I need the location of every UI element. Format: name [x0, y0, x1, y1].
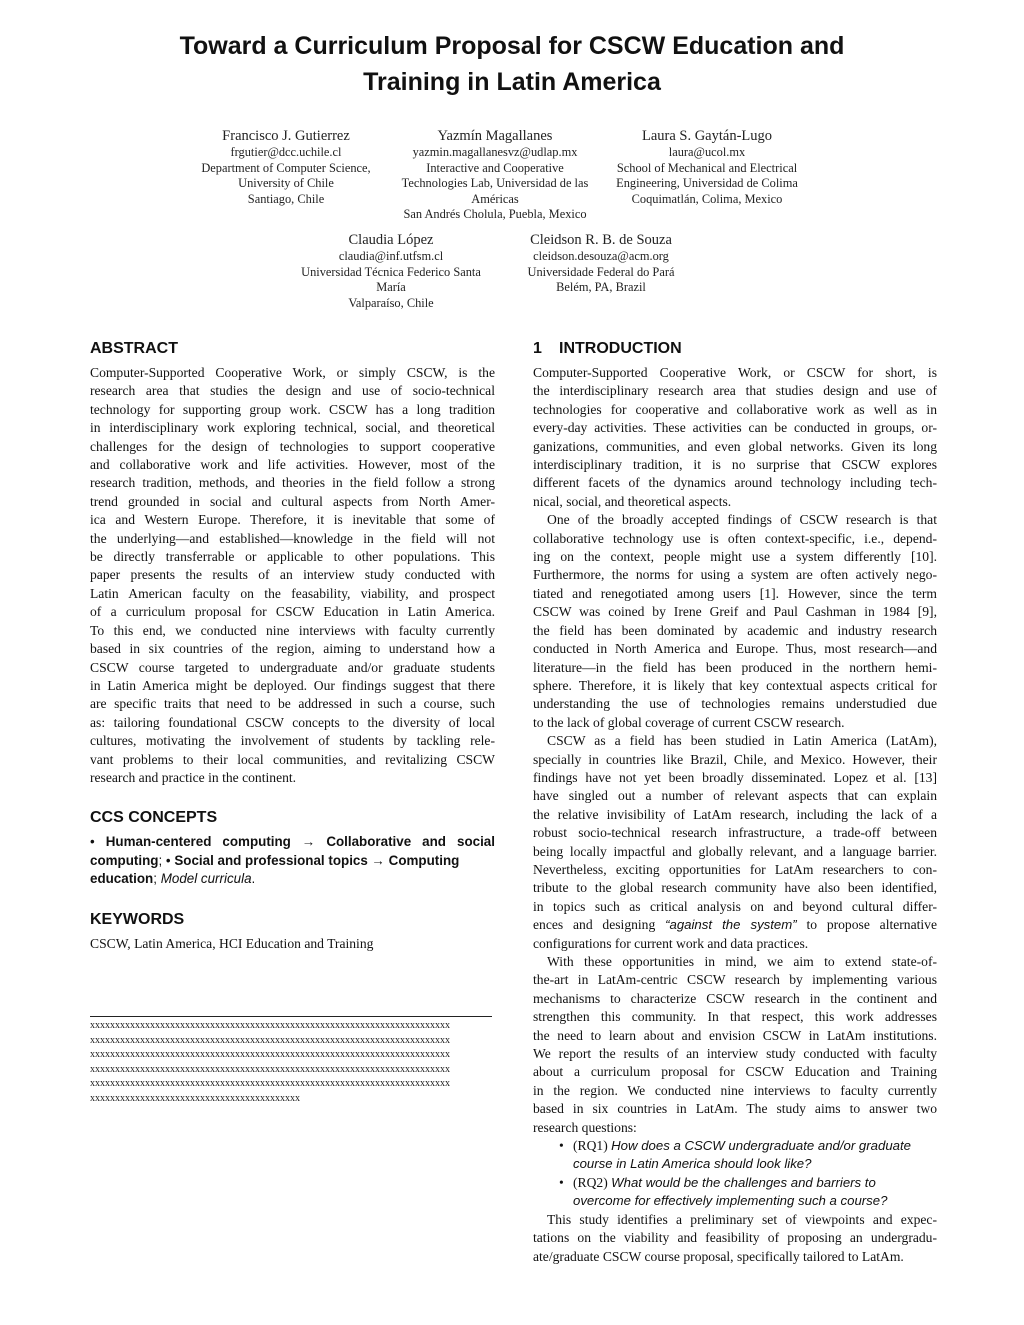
- paragraph-line: strengthen this community. In that respect, this work addresses: [533, 1009, 937, 1025]
- arrow-icon: →: [371, 852, 385, 868]
- ccs-term: Collaborative and social: [326, 834, 495, 849]
- paragraph-line: specially in countries like Brazil, Chile, and Mexico. However, their: [533, 751, 937, 767]
- paragraph-line: ganizations, communities, and even global networks. Given its long: [533, 438, 937, 454]
- intro-paragraph-1: [533, 364, 937, 511]
- author-name: Laura S. Gaytán-Lugo: [641, 128, 773, 144]
- intro-paragraph-2: [533, 511, 937, 732]
- footnote-rule: [90, 1016, 492, 1017]
- author-location: Santiago, Chile: [247, 191, 325, 206]
- rq-text: What would be the challenges and barriers to: [611, 1174, 876, 1190]
- author-affiliation: School of Mechanical and Electrical: [616, 160, 798, 175]
- abstract-line: the underlying—and established—knowledge in the field will not: [90, 530, 495, 546]
- author-affiliation: Universidad Técnica Federico Santa: [301, 264, 481, 279]
- author-location: Belém, PA, Brazil: [556, 280, 646, 294]
- title-line-1: Toward a Curriculum Proposal for CSCW Education and: [179, 32, 845, 60]
- paragraph-line: findings have not yet been broadly disseminated. Lopez et al. [13]: [533, 769, 937, 785]
- paper-title: [90, 28, 934, 100]
- paragraph-line: tiated and renegotiated among users [1]. However, since the term: [533, 585, 937, 601]
- paragraph-line: research questions:: [533, 1119, 637, 1135]
- bullet-icon: •: [90, 834, 95, 849]
- rq-text: How does a CSCW undergraduate and/or graduate: [611, 1138, 911, 1154]
- abstract-line: ica and Western Europe. Therefore, it is inevitable that some of: [90, 512, 495, 528]
- paragraph-line: the relative invisibility of LatAm research, including the lack of a: [533, 806, 937, 822]
- ccs-separator: ;: [158, 852, 163, 868]
- author-name: Yazmín Magallanes: [437, 128, 553, 144]
- abstract-section: [90, 338, 495, 787]
- ccs-separator: ;: [153, 871, 157, 887]
- paragraph-line: collaborative technology use is often context-specific, i.e., depend-: [533, 530, 937, 546]
- author-name: Francisco J. Gutierrez: [222, 128, 350, 144]
- author-block-4: [286, 231, 496, 311]
- placeholder-line: xxxxxxxxxxxxxxxxxxxxxxxxxxxxxxxxxxxxxxxxxxxxxxxxxxxxxxxxxxxxxxxxxxxxxxxx: [90, 1049, 450, 1060]
- abstract-line: To this end, we conducted nine interviews with faculty currently: [90, 622, 495, 638]
- author-affiliation: Department of Computer Science,: [201, 160, 371, 175]
- ccs-term: Model curricula: [160, 871, 252, 887]
- abstract-line: CSCW course targeted to undergraduate and/or graduate students: [90, 659, 495, 675]
- author-email: laura@ucol.mx: [668, 145, 746, 159]
- paragraph-line: literature—in the field has been produced in the northern hemi-: [533, 659, 937, 675]
- paragraph-line: Nevertheless, exciting opportunities for LatAm researchers to con-: [533, 861, 937, 877]
- rq-label: (RQ1): [573, 1138, 608, 1154]
- bullet-icon: •: [559, 1138, 564, 1154]
- paragraph-line: nical, social, and theoretical aspects.: [533, 493, 732, 509]
- arrow-icon: →: [301, 834, 316, 849]
- author-location: Valparaíso, Chile: [348, 295, 434, 310]
- placeholder-line: xxxxxxxxxxxxxxxxxxxxxxxxxxxxxxxxxxxxxxxxxx: [90, 1092, 300, 1104]
- keywords-heading: KEYWORDS: [90, 911, 185, 928]
- paragraph-line: ate/graduate CSCW course proposal, specifically tailored to LatAm.: [533, 1248, 904, 1264]
- paragraph-line: the-art in LatAm-centric CSCW research by implementing various: [533, 972, 937, 988]
- abstract-line: of a curriculum proposal for CSCW Education in Latin America.: [90, 604, 495, 620]
- abstract-line: be directly transferrable or applicable to other populations. This: [90, 549, 495, 565]
- paragraph-line: being locally impactful and globally relevant, and a language barrier.: [533, 843, 937, 859]
- keywords-section: [90, 909, 495, 953]
- placeholder-line: xxxxxxxxxxxxxxxxxxxxxxxxxxxxxxxxxxxxxxxxxxxxxxxxxxxxxxxxxxxxxxxxxxxxxxxx: [90, 1034, 450, 1046]
- placeholder-line: xxxxxxxxxxxxxxxxxxxxxxxxxxxxxxxxxxxxxxxxxxxxxxxxxxxxxxxxxxxxxxxxxxxxxxxx: [90, 1063, 450, 1075]
- paragraph-line: CSCW was coined by Irene Greif and Paul Cashman in 1984 [9],: [533, 604, 937, 620]
- author-affiliation: Engineering, Universidad de Colima: [616, 176, 798, 190]
- paragraph-line: CSCW as a field has been studied in Latin America (LatAm),: [547, 733, 937, 749]
- paragraph-line: conducted in North America and Europe. Thus, most research—and: [533, 641, 937, 657]
- keywords-text: CSCW, Latin America, HCI Education and Training: [90, 936, 374, 951]
- bullet-icon: •: [165, 852, 171, 868]
- title-line-2: Training in Latin America: [363, 68, 661, 96]
- abstract-heading: ABSTRACT: [90, 340, 178, 357]
- paragraph-line: every-day activities. These activities can be conducted in groups, or-: [533, 420, 937, 436]
- author-name: Cleidson R. B. de Souza: [530, 232, 672, 248]
- abstract-line: trend grounded in social and cultural aspects from North Amer-: [90, 493, 495, 509]
- author-block-2: [390, 127, 600, 223]
- abstract-line: as: tailoring foundational CSCW concepts to the diversity of local: [90, 714, 495, 730]
- abstract-line: challenges for the design of technologies to support cooperative: [90, 438, 495, 454]
- bullet-icon: •: [559, 1174, 564, 1190]
- paragraph-line: configurations for current work and data practices.: [533, 935, 809, 951]
- paragraph-line: the field has been dominated by academic and industry research: [533, 622, 937, 638]
- author-affiliation: University of Chile: [238, 176, 334, 190]
- paragraph-line: interdisciplinary tradition, it is no surprise that CSCW explores: [533, 457, 937, 473]
- rq-label: (RQ2): [573, 1174, 608, 1190]
- author-affiliation: Interactive and Cooperative: [426, 160, 564, 175]
- paragraph-line: about a curriculum proposal for CSCW Education and Training: [533, 1064, 937, 1080]
- abstract-line: technology for supporting group work. CSCW has a long tradition: [90, 401, 495, 417]
- abstract-line: Computer-Supported Cooperative Work, or simply CSCW, is the: [90, 365, 495, 380]
- abstract-line: research and practice in the continent.: [90, 769, 297, 785]
- paragraph-line: robust socio-technical research infrastructure, a trade-off between: [533, 825, 937, 841]
- paragraph-line: ing on the context, people might use a system differently [10].: [533, 549, 937, 565]
- paragraph-line: in the region. We conducted nine interviews to faculty currently: [533, 1082, 937, 1098]
- intro-paragraph-3: [533, 732, 937, 953]
- author-affiliation: Américas: [471, 191, 519, 206]
- copyright-placeholder: [90, 1019, 492, 1106]
- introduction-heading: [533, 338, 937, 360]
- introduction-section: [533, 338, 937, 1266]
- ccs-heading: CCS CONCEPTS: [90, 809, 218, 826]
- paragraph-line: This study identifies a preliminary set of viewpoints and expec-: [547, 1211, 937, 1227]
- author-block-1: [186, 127, 386, 207]
- ccs-term: computing: [90, 852, 159, 868]
- paragraph-line: sphere. Therefore, it is likely that key contextual aspects critical for: [533, 677, 937, 693]
- abstract-line: Latin American faculty on the feasability, viability, and prospect: [90, 585, 495, 601]
- author-location: Coquimatlán, Colima, Mexico: [631, 191, 783, 206]
- abstract-line: cultures, motivating the involvement of students by tackling rele-: [90, 733, 495, 749]
- abstract-line: in Latin America might be deployed. Our findings suggest that there: [90, 677, 495, 693]
- abstract-line: research area that studies the design and use of socio-technical: [90, 383, 495, 399]
- ccs-term: Computing: [388, 852, 460, 868]
- ccs-section: [90, 807, 495, 889]
- placeholder-line: xxxxxxxxxxxxxxxxxxxxxxxxxxxxxxxxxxxxxxxxxxxxxxxxxxxxxxxxxxxxxxxxxxxxxxxx: [90, 1020, 450, 1031]
- ccs-term: Human-centered computing: [105, 834, 291, 849]
- author-name: Claudia López: [348, 232, 434, 248]
- author-affiliation: Technologies Lab, Universidad de las: [401, 176, 589, 190]
- paragraph-line: With these opportunities in mind, we aim to extend state-of-: [547, 954, 937, 969]
- paragraph-line: the interdisciplinary research area that studies design and use of: [533, 383, 937, 399]
- abstract-line: paper presents the results of an interview study conducted with: [90, 567, 495, 583]
- ccs-term: education: [90, 871, 154, 887]
- abstract-line: in interdisciplinary work exploring technical, social, and theoretical: [90, 420, 495, 436]
- paragraph-line: Computer-Supported Cooperative Work, or CSCW for short, is: [533, 365, 937, 380]
- paragraph-line: One of the broadly accepted findings of CSCW research is that: [547, 512, 937, 528]
- section-number: 1: [533, 340, 542, 357]
- paragraph-line: mechanisms to characterize CSCW research in the continent and: [533, 990, 937, 1006]
- abstract-line: and collaborative work and life activities. However, most of the: [90, 457, 495, 473]
- placeholder-line: xxxxxxxxxxxxxxxxxxxxxxxxxxxxxxxxxxxxxxxxxxxxxxxxxxxxxxxxxxxxxxxxxxxxxxxx: [90, 1078, 450, 1089]
- ccs-end: .: [251, 871, 256, 887]
- ccs-body: [90, 833, 495, 889]
- author-affiliation: Universidade Federal do Pará: [527, 264, 675, 279]
- research-question-1: [533, 1137, 937, 1174]
- author-block-5: [496, 231, 706, 296]
- paragraph-line: understanding the use of technologies remains understudied due: [533, 696, 937, 712]
- paragraph-line: in topics such as critical analysis on and beyond cultural differ-: [533, 898, 937, 914]
- paragraph-line: tations on the viability and feasibility of proposing an undergradu-: [533, 1230, 937, 1246]
- author-location: San Andrés Cholula, Puebla, Mexico: [403, 207, 587, 221]
- author-email: yazmin.magallanesvz@udlap.mx: [412, 145, 578, 159]
- author-email: frgutier@dcc.uchile.cl: [230, 145, 342, 159]
- paragraph-line: technologies for cooperative and collaborative work as well as in: [533, 401, 937, 417]
- paragraph-line: Furthermore, the norms for using a system are often actively nego-: [533, 567, 937, 583]
- abstract-line: based in six countries of the region, aiming to understand how a: [90, 641, 495, 657]
- paragraph-line: the need to learn about and envision CSCW in LatAm institutions.: [533, 1027, 937, 1043]
- author-affiliation: María: [376, 280, 406, 294]
- abstract-line: are specific traits that need to be addressed in such a course, such: [90, 696, 495, 712]
- author-email: claudia@inf.utfsm.cl: [338, 249, 444, 263]
- paragraph-line: tribute to the global research community have also been identified,: [533, 880, 937, 896]
- abstract-body: [90, 364, 495, 787]
- rq-text: course in Latin America should look like?: [573, 1156, 812, 1172]
- paragraph-line: based in six countries in LatAm. The study aims to answer two: [533, 1101, 937, 1117]
- author-block-3: [602, 127, 812, 207]
- paragraph-line: to the lack of global coverage of current CSCW research.: [533, 714, 845, 730]
- rq-text: overcome for effectively implementing such a course?: [573, 1193, 888, 1209]
- abstract-line: vant problems to their local communities, and revitalizing CSCW: [90, 751, 495, 767]
- paragraph-line: We report the results of an interview study conducted with faculty: [533, 1046, 937, 1062]
- intro-paragraph-4: [533, 953, 937, 1137]
- section-title: INTRODUCTION: [559, 340, 682, 357]
- paragraph-line: different facets of the dynamics around technology including tech-: [533, 475, 937, 491]
- intro-paragraph-5: [533, 1211, 937, 1266]
- paragraph-line: have singled out a number of relevant aspects that can explain: [533, 788, 937, 804]
- research-question-2: [533, 1174, 937, 1211]
- author-email: cleidson.desouza@acm.org: [533, 249, 669, 263]
- emphasis-text: “against the system”: [665, 917, 797, 933]
- paragraph-line: ences and designing “against the system” to propose alternative: [533, 917, 937, 933]
- abstract-line: research tradition, methods, and theories in the field follow a strong: [90, 475, 495, 491]
- ccs-term: Social and professional topics: [174, 852, 368, 868]
